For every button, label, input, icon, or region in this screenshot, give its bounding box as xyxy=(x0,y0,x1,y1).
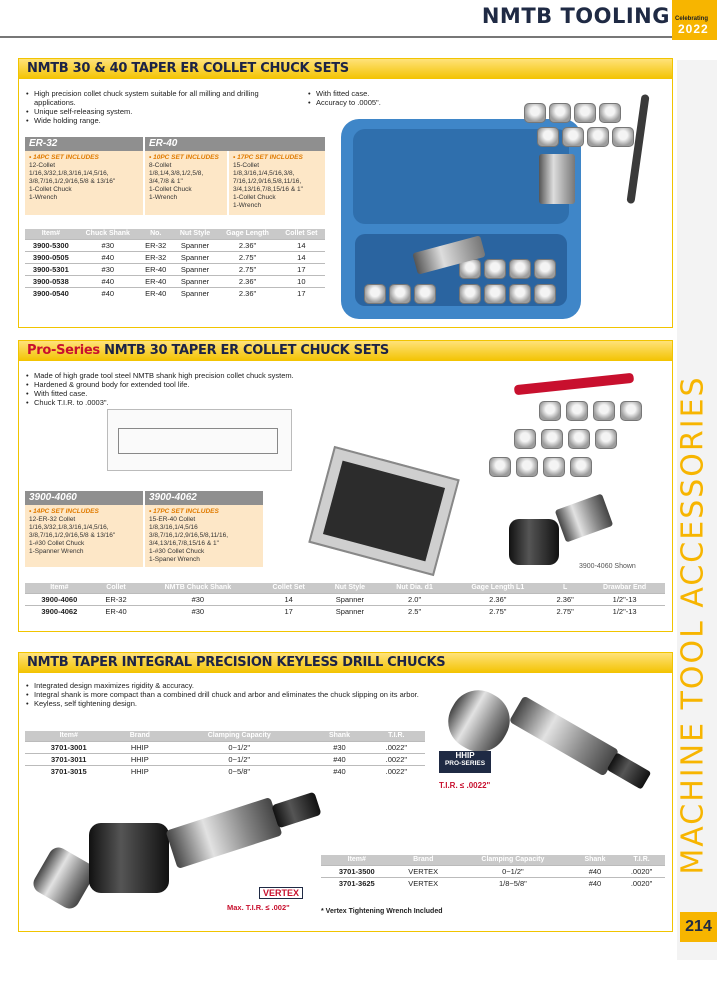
feature-item: • Made of high grade tool steel NMTB shank high precision collet chuck system. xyxy=(25,371,365,380)
section-keyless-drill-chucks xyxy=(18,652,673,932)
section-er-collet-chuck-sets xyxy=(18,58,673,328)
set-title: • 14PC SET INCLUDES xyxy=(29,154,99,161)
table-cell: 3900-5301 xyxy=(25,264,77,276)
set-4060-header: 3900-4060 xyxy=(25,491,143,505)
chuck-taper xyxy=(166,797,283,869)
set-title: • 17PC SET INCLUDES xyxy=(233,154,303,161)
table-cell: 2.75" xyxy=(449,606,546,618)
table-cell: 2.36" xyxy=(217,288,277,300)
table-cell: 3701-3015 xyxy=(25,766,112,778)
feature-item: • Integrated design maximizes rigidity & accuracy. xyxy=(25,681,425,690)
hhip-tir-note: T.I.R. ≤ .0022" xyxy=(439,781,491,790)
table-cell: 14 xyxy=(278,252,325,264)
chuck-tip xyxy=(607,752,652,789)
table-cell: 0~1/2" xyxy=(454,866,572,878)
spanner-wrench-image xyxy=(514,373,634,395)
table-cell: .0020" xyxy=(618,866,665,878)
collet-image xyxy=(516,457,538,477)
column-header: Shank xyxy=(311,731,367,742)
column-header: Item# xyxy=(321,855,393,866)
pro-series-chuck-table xyxy=(25,583,665,618)
hhip-drill-chuck-table xyxy=(25,731,425,778)
set-line: 1-Wrench xyxy=(233,202,262,209)
set-4062-header: 3900-4062 xyxy=(145,491,263,505)
set-line: 12-ER-32 Collet xyxy=(29,516,76,523)
vertex-footnote: * Vertex Tightening Wrench Included xyxy=(321,908,443,915)
er32-set-contents xyxy=(25,151,143,215)
column-header: NMTB Chuck Shank xyxy=(138,583,257,594)
collet-image xyxy=(539,401,561,421)
column-header: T.I.R. xyxy=(618,855,665,866)
collet-image xyxy=(541,429,563,449)
table-row xyxy=(25,606,665,618)
table-cell: #30 xyxy=(77,264,139,276)
chuck-body xyxy=(438,680,520,762)
table-cell: ER-40 xyxy=(94,606,139,618)
collet-chuck-image xyxy=(509,519,559,565)
table-cell: HHIP xyxy=(112,754,167,766)
collet-image xyxy=(484,259,506,279)
set-line: 3/4,13/16,7/8,15/16 & 1" xyxy=(149,540,219,547)
section-title xyxy=(19,341,672,361)
table-cell: #30 xyxy=(311,742,367,754)
er32-set-header: ER-32 xyxy=(25,137,143,151)
collet-image xyxy=(537,127,559,147)
column-header: Collet Set xyxy=(257,583,320,594)
table-row xyxy=(25,276,325,288)
column-header: Shank xyxy=(572,855,618,866)
set-line: 3/8,7/16,1/2,9/16,5/8 & 13/16" xyxy=(29,178,116,185)
table-cell: Spanner xyxy=(173,240,218,252)
collet-image xyxy=(534,259,556,279)
section-title: NMTB TAPER INTEGRAL PRECISION KEYLESS DRILL CHUCKS xyxy=(19,653,672,673)
collet-image xyxy=(509,284,531,304)
table-cell: HHIP xyxy=(112,766,167,778)
table-cell: Spanner xyxy=(173,276,218,288)
table-cell: 0~1/2" xyxy=(167,742,311,754)
table-header-row xyxy=(321,855,665,866)
set-line: 1-Wrench xyxy=(29,194,58,201)
column-header: Nut Dia. d1 xyxy=(380,583,450,594)
feature-item: • Keyless, self tightening design. xyxy=(25,699,425,708)
table-cell: 2.75" xyxy=(217,252,277,264)
section-title: NMTB 30 & 40 TAPER ER COLLET CHUCK SETS xyxy=(19,59,672,79)
collet-image xyxy=(459,284,481,304)
table-cell: 1/2"-13 xyxy=(584,606,665,618)
badge-year: 2022 xyxy=(678,22,709,36)
collet-image xyxy=(593,401,615,421)
table-cell: 1/2"-13 xyxy=(584,594,665,606)
table-row xyxy=(25,264,325,276)
collet-image xyxy=(612,127,634,147)
table-cell: 3900-4062 xyxy=(25,606,94,618)
set-line: 1-#30 Collet Chuck xyxy=(29,540,85,547)
page-number: 214 xyxy=(680,912,717,942)
collet-image xyxy=(599,103,621,123)
table-header-row xyxy=(25,731,425,742)
collet-image xyxy=(489,457,511,477)
set-4060-contents xyxy=(25,505,143,567)
table-cell: 2.36" xyxy=(449,594,546,606)
vertex-drill-chuck-table xyxy=(321,855,665,890)
set-line: 1/8,3/16,1/4,5/16,3/8, xyxy=(233,170,295,177)
column-header: T.I.R. xyxy=(368,731,425,742)
vertex-logo: VERTEX xyxy=(259,887,303,899)
collet-chuck-arbor-image xyxy=(539,154,575,204)
hhip-logo-text: HHIP xyxy=(455,751,475,760)
collet-image xyxy=(389,284,411,304)
table-row xyxy=(25,240,325,252)
table-cell: #30 xyxy=(138,606,257,618)
column-header: Drawbar End xyxy=(584,583,665,594)
column-header: Item# xyxy=(25,731,112,742)
table-cell: ER-40 xyxy=(139,288,173,300)
set-line: 1-Spanner Wrench xyxy=(29,548,84,555)
set-line: 12-Collet xyxy=(29,162,56,169)
feature-list xyxy=(25,681,425,708)
table-cell: 3900-0505 xyxy=(25,252,77,264)
feature-item: • Accuracy to .0005". xyxy=(307,98,427,107)
feature-item: • With fitted case. xyxy=(25,389,365,398)
table-row xyxy=(25,288,325,300)
chuck-sleeve xyxy=(89,823,169,893)
feature-item: • Chuck T.I.R. to .0003". xyxy=(25,398,365,407)
collet-image xyxy=(570,457,592,477)
shown-note: 3900-4060 Shown xyxy=(579,563,636,570)
feature-list-left xyxy=(25,89,285,125)
chuck-jaw xyxy=(30,844,98,912)
hhip-pro-series-logo xyxy=(439,751,491,773)
column-header: Collet xyxy=(94,583,139,594)
collet-image xyxy=(595,429,617,449)
set-line: 3/8,7/16,1/2,9/16,5/8 & 13/16" xyxy=(29,532,116,539)
table-cell: VERTEX xyxy=(393,878,454,890)
feature-item: • Unique self-releasing system. xyxy=(25,107,285,116)
collet-image xyxy=(568,429,590,449)
pro-series-label: Pro-Series xyxy=(27,343,100,358)
table-header-row xyxy=(25,583,665,594)
table-cell: 3701-3625 xyxy=(321,878,393,890)
set-line: 1-#30 Collet Chuck xyxy=(149,548,205,555)
column-header: L xyxy=(546,583,584,594)
collet-image xyxy=(620,401,642,421)
collet-image xyxy=(587,127,609,147)
table-cell: .0020" xyxy=(618,878,665,890)
drawing-outline xyxy=(118,428,278,454)
table-cell: #30 xyxy=(138,594,257,606)
table-cell: .0022" xyxy=(368,754,425,766)
table-row xyxy=(25,754,425,766)
table-cell: 2.75" xyxy=(546,606,584,618)
set-line: 8-Collet xyxy=(149,162,172,169)
set-line: 3/4,7/8 & 1" xyxy=(149,178,183,185)
feature-list-right xyxy=(307,89,427,107)
set-title: • 10PC SET INCLUDES xyxy=(149,154,219,161)
table-cell: 14 xyxy=(278,240,325,252)
pro-series-text: PRO-SERIES xyxy=(444,760,486,767)
collet-image xyxy=(414,284,436,304)
table-cell: ER-32 xyxy=(139,240,173,252)
technical-drawing xyxy=(107,409,292,471)
badge-label: Celebrating xyxy=(675,16,709,22)
feature-item: • High precision collet chuck system suitable for all milling and drilling applications. xyxy=(25,89,285,107)
page-header-title: NMTB TOOLING xyxy=(481,4,670,28)
table-cell: Spanner xyxy=(173,252,218,264)
feature-item: • Wide holding range. xyxy=(25,116,285,125)
table-cell: .0022" xyxy=(368,766,425,778)
column-header: Clamping Capacity xyxy=(167,731,311,742)
collet-image xyxy=(484,284,506,304)
table-cell: ER-40 xyxy=(139,276,173,288)
er40-set-header: ER-40 xyxy=(145,137,325,151)
aluminum-case-image xyxy=(308,446,459,576)
set-line: 1-Spaner Wrench xyxy=(149,556,200,563)
table-cell: 2.0" xyxy=(380,594,450,606)
table-cell: 3701-3001 xyxy=(25,742,112,754)
table-cell: 17 xyxy=(257,606,320,618)
set-line: 1-Collet Chuck xyxy=(233,194,276,201)
er-chuck-sets-table xyxy=(25,229,325,300)
arbor-taper-image xyxy=(555,493,614,542)
collet-image xyxy=(534,284,556,304)
section-pro-series-er-collet-chuck-sets xyxy=(18,340,673,632)
table-cell: 2.36" xyxy=(217,240,277,252)
table-cell: #40 xyxy=(77,288,139,300)
set-line: 15-Collet xyxy=(233,162,260,169)
set-4062-contents xyxy=(145,505,263,567)
feature-item: • With fitted case. xyxy=(307,89,427,98)
table-cell: 1/8~5/8" xyxy=(454,878,572,890)
column-header: Nut Style xyxy=(320,583,380,594)
chuck-tang xyxy=(271,792,321,829)
table-cell: 3701-3500 xyxy=(321,866,393,878)
table-header-row xyxy=(25,229,325,240)
table-cell: .0022" xyxy=(368,742,425,754)
table-cell: ER-32 xyxy=(94,594,139,606)
table-cell: #40 xyxy=(311,766,367,778)
table-cell: 2.75" xyxy=(217,264,277,276)
case-foam xyxy=(323,461,445,562)
celebrating-badge xyxy=(672,0,717,40)
collet-image xyxy=(566,401,588,421)
feature-item: • Integral shank is more compact than a combined drill chuck and arbor and eliminates the chuck slipping on its arbor. xyxy=(25,690,425,699)
column-header: Brand xyxy=(393,855,454,866)
er40-10pc-set-contents xyxy=(145,151,227,215)
collet-image xyxy=(562,127,584,147)
set-line: 7/16,1/2,9/16,5/8,11/16, xyxy=(233,178,302,185)
collet-image xyxy=(514,429,536,449)
table-cell: 3900-0540 xyxy=(25,288,77,300)
table-cell: ER-32 xyxy=(139,252,173,264)
column-header: Chuck Shank xyxy=(77,229,139,240)
collet-image xyxy=(509,259,531,279)
table-row xyxy=(25,252,325,264)
set-line: 1/8,1/4,3/8,1/2,5/8, xyxy=(149,170,204,177)
table-cell: VERTEX xyxy=(393,866,454,878)
set-line: 1/8,3/16,1/4,5/16 xyxy=(149,524,198,531)
header-divider xyxy=(0,36,672,38)
collet-image xyxy=(364,284,386,304)
column-header: Brand xyxy=(112,731,167,742)
table-cell: 2.5" xyxy=(380,606,450,618)
set-line: 1-Collet Chuck xyxy=(29,186,72,193)
column-header: Clamping Capacity xyxy=(454,855,572,866)
set-line: 1/16,3/32,1/8,3/16,1/4,5/16, xyxy=(29,524,109,531)
table-cell: 2.36" xyxy=(546,594,584,606)
column-header: Item# xyxy=(25,583,94,594)
set-line: 3/4,13/16,7/8,15/16 & 1" xyxy=(233,186,303,193)
hook-wrench-image xyxy=(626,94,649,204)
column-header: Gage Length xyxy=(217,229,277,240)
collet-image xyxy=(524,103,546,123)
table-cell: Spanner xyxy=(320,606,380,618)
er40-17pc-set-contents xyxy=(229,151,325,215)
collet-image xyxy=(574,103,596,123)
table-cell: #40 xyxy=(572,878,618,890)
table-row xyxy=(321,878,665,890)
vertical-category-title: MACHINE TOOL ACCESSORIES xyxy=(675,375,711,875)
table-row xyxy=(321,866,665,878)
table-cell: 3900-4060 xyxy=(25,594,94,606)
table-cell: Spanner xyxy=(173,288,218,300)
table-cell: 3701-3011 xyxy=(25,754,112,766)
column-header: Nut Style xyxy=(173,229,218,240)
set-line: 3/8,7/16,1/2,9/16,5/8,11/16, xyxy=(149,532,229,539)
table-cell: Spanner xyxy=(173,264,218,276)
feature-list xyxy=(25,371,365,407)
table-cell: #40 xyxy=(77,252,139,264)
table-cell: #30 xyxy=(77,240,139,252)
set-line: 1-Collet Chuck xyxy=(149,186,192,193)
chuck-taper xyxy=(509,696,619,777)
collet-image xyxy=(543,457,565,477)
collet-image xyxy=(549,103,571,123)
section-title-text: NMTB 30 TAPER ER COLLET CHUCK SETS xyxy=(104,343,389,358)
set-line: 1-Wrench xyxy=(149,194,178,201)
table-cell: Spanner xyxy=(320,594,380,606)
table-cell: 3900-5300 xyxy=(25,240,77,252)
table-cell: 14 xyxy=(257,594,320,606)
table-cell: #40 xyxy=(311,754,367,766)
table-cell: 10 xyxy=(278,276,325,288)
table-cell: 0~5/8" xyxy=(167,766,311,778)
table-cell: 17 xyxy=(278,288,325,300)
table-cell: 17 xyxy=(278,264,325,276)
table-cell: 0~1/2" xyxy=(167,754,311,766)
set-title: • 14PC SET INCLUDES xyxy=(29,508,99,515)
table-cell: #40 xyxy=(77,276,139,288)
set-line: 1/16,3/32,1/8,3/16,1/4,5/16, xyxy=(29,170,109,177)
table-cell: HHIP xyxy=(112,742,167,754)
column-header: Item# xyxy=(25,229,77,240)
table-cell: #40 xyxy=(572,866,618,878)
table-row xyxy=(25,766,425,778)
column-header: Gage Length L1 xyxy=(449,583,546,594)
table-cell: 2.36" xyxy=(217,276,277,288)
set-line: 15-ER-40 Collet xyxy=(149,516,196,523)
feature-item: • Hardened & ground body for extended tool life. xyxy=(25,380,365,389)
vertex-tir-note: Max. T.I.R. ≤ .002" xyxy=(227,903,290,912)
table-cell: ER-40 xyxy=(139,264,173,276)
table-cell: 3900-0538 xyxy=(25,276,77,288)
column-header: Collet Set xyxy=(278,229,325,240)
column-header: No. xyxy=(139,229,173,240)
table-row xyxy=(25,594,665,606)
set-title: • 17PC SET INCLUDES xyxy=(149,508,219,515)
table-row xyxy=(25,742,425,754)
